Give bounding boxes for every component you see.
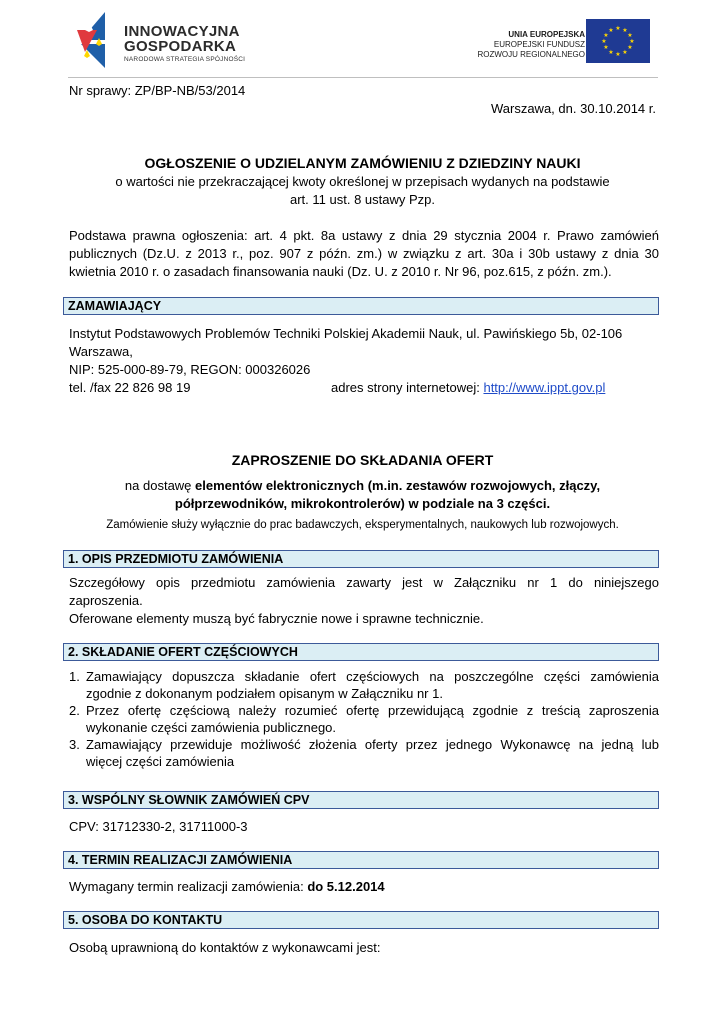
invitation-subject-1: elementów elektronicznych (m.in. zestawów rozwojowych, złączy, xyxy=(195,478,601,493)
eu-line2: EUROPEJSKI FUNDUSZ xyxy=(493,40,585,49)
section-header-2: 2. SKŁADANIE OFERT CZĘŚCIOWYCH xyxy=(63,643,659,661)
ig-logo-line1: INNOWACYJNA xyxy=(124,23,240,40)
section-header-5: 5. OSOBA DO KONTAKTU xyxy=(63,911,659,929)
svg-text:★: ★ xyxy=(608,27,614,34)
svg-text:★: ★ xyxy=(622,49,628,56)
invitation-heading: ZAPROSZENIE DO SKŁADANIA OFERT xyxy=(231,452,494,468)
s4-deadline-label: Wymagany termin realizacji zamówienia: xyxy=(69,879,308,894)
s1-line1: Szczegółowy opis przedmiotu zamówienia zawarty jest w Załączniku nr 1 do niniejszego xyxy=(69,575,659,590)
s3-cpv: CPV: 31712330-2, 31711000-3 xyxy=(69,819,248,834)
website-line xyxy=(331,379,605,397)
s2-list xyxy=(69,668,659,770)
ordering-party-line1: Instytut Podstawowych Problemów Techniki Polskiej Akademii Nauk, ul. Pawińskiego 5b, 02-106 xyxy=(69,326,623,341)
case-number: Nr sprawy: ZP/BP-NB/53/2014 xyxy=(69,83,246,98)
list-item-line: Zamawiający dopuszcza składanie ofert częściowych na poszczególne części zamówienia xyxy=(86,669,659,684)
s1-line3: Oferowane elementy muszą być fabrycznie nowe i sprawne technicznie. xyxy=(69,611,484,626)
section-header-3: 3. WSPÓLNY SŁOWNIK ZAMÓWIEŃ CPV xyxy=(63,791,659,809)
s4-deadline-value: do 5.12.2014 xyxy=(307,879,385,894)
list-item-line: Zamawiający przewiduje możliwość złożenia oferty przez jednego Wykonawcę na jedną lub xyxy=(86,737,659,752)
list-item xyxy=(69,702,659,736)
legal-basis-line2: publicznych (Dz.U. z 2013 r., poz. 907 z późn. zm.) w związku z art. 30a i 30b ustawy z dnia 30 xyxy=(69,246,659,261)
eu-flag-icon xyxy=(586,19,650,63)
section-header-ordering-party: ZAMAWIAJĄCY xyxy=(63,297,659,315)
invitation-purpose: Zamówienie służy wyłącznie do prac badawczych, eksperymentalnych, naukowych lub rozwojowych. xyxy=(106,519,619,531)
svg-text:★: ★ xyxy=(603,32,609,39)
ordering-party-phone: tel. /fax 22 826 98 19 xyxy=(69,380,191,395)
svg-text:★: ★ xyxy=(615,25,621,32)
list-item-line: Przez ofertę częściową należy rozumieć ofertę przewidującą zgodnie z treścią zaproszenia xyxy=(86,703,659,718)
ordering-party-line3: NIP: 525-000-89-79, REGON: 000326026 xyxy=(69,362,311,377)
svg-text:★: ★ xyxy=(608,49,614,56)
legal-basis-line3: kwietnia 2010 r. o zasadach finansowania nauki (Dz. U. z 2010 r. Nr 96, poz.615, z późn. zm.). xyxy=(69,264,612,279)
svg-text:★: ★ xyxy=(629,38,635,45)
list-item xyxy=(69,668,659,702)
eu-logo-text xyxy=(477,30,585,60)
svg-text:★: ★ xyxy=(627,44,633,51)
list-item-number: 1. xyxy=(69,669,80,684)
title-sub2: art. 11 ust. 8 ustawy Pzp. xyxy=(290,192,435,207)
page-title: OGŁOSZENIE O UDZIELANYM ZAMÓWIENIU Z DZIEDZINY NAUKI xyxy=(144,155,581,171)
invitation-prefix: na dostawę xyxy=(124,478,196,493)
list-item xyxy=(69,736,659,770)
title-sub1: o wartości nie przekraczającej kwoty określonej w przepisach wydanych na podstawie xyxy=(115,174,610,189)
ig-logo-line3: NARODOWA STRATEGIA SPÓJNOŚCI xyxy=(124,56,246,63)
list-item-line: wykonanie części zamówienia publicznego. xyxy=(86,720,337,735)
website-link[interactable]: http://www.ippt.gov.pl xyxy=(483,380,606,395)
place-date: Warszawa, dn. 30.10.2014 r. xyxy=(490,101,656,116)
ig-logo-mark-icon xyxy=(75,10,115,70)
list-item-number: 3. xyxy=(69,737,80,752)
ordering-party-line2: Warszawa, xyxy=(69,344,133,359)
s4-deadline xyxy=(69,878,659,896)
invitation-subject-2: półprzewodników, mikrokontrolerów) w podziale na 3 części. xyxy=(174,496,551,511)
list-item-number: 2. xyxy=(69,703,80,718)
eu-line3: ROZWOJU REGIONALNEGO xyxy=(477,50,585,59)
svg-text:★: ★ xyxy=(622,27,628,34)
legal-basis-line1: Podstawa prawna ogłoszenia: art. 4 pkt. 8a ustawy z dnia 29 stycznia 2004 r. Prawo zamówień xyxy=(69,228,659,243)
s5-text: Osobą uprawnioną do kontaktów z wykonawcami jest: xyxy=(69,940,381,955)
eu-line1: UNIA EUROPEJSKA xyxy=(508,30,585,39)
svg-text:★: ★ xyxy=(601,38,607,45)
website-label: adres strony internetowej: xyxy=(331,380,484,395)
list-item-line: więcej części zamówienia xyxy=(86,754,235,769)
section-header-1: 1. OPIS PRZEDMIOTU ZAMÓWIENIA xyxy=(63,550,659,568)
svg-text:★: ★ xyxy=(603,44,609,51)
ig-logo-line2: GOSPODARKA xyxy=(124,38,237,55)
list-item-line: zgodnie z dokonanym podziałem opisanym w Załączniku nr 1. xyxy=(86,686,443,701)
invitation-line1 xyxy=(0,477,725,495)
s1-line2: zaproszenia. xyxy=(69,593,143,608)
svg-text:★: ★ xyxy=(627,32,633,39)
section-header-4: 4. TERMIN REALIZACJI ZAMÓWIENIA xyxy=(63,851,659,869)
svg-text:★: ★ xyxy=(615,51,621,58)
header-divider xyxy=(68,77,658,78)
